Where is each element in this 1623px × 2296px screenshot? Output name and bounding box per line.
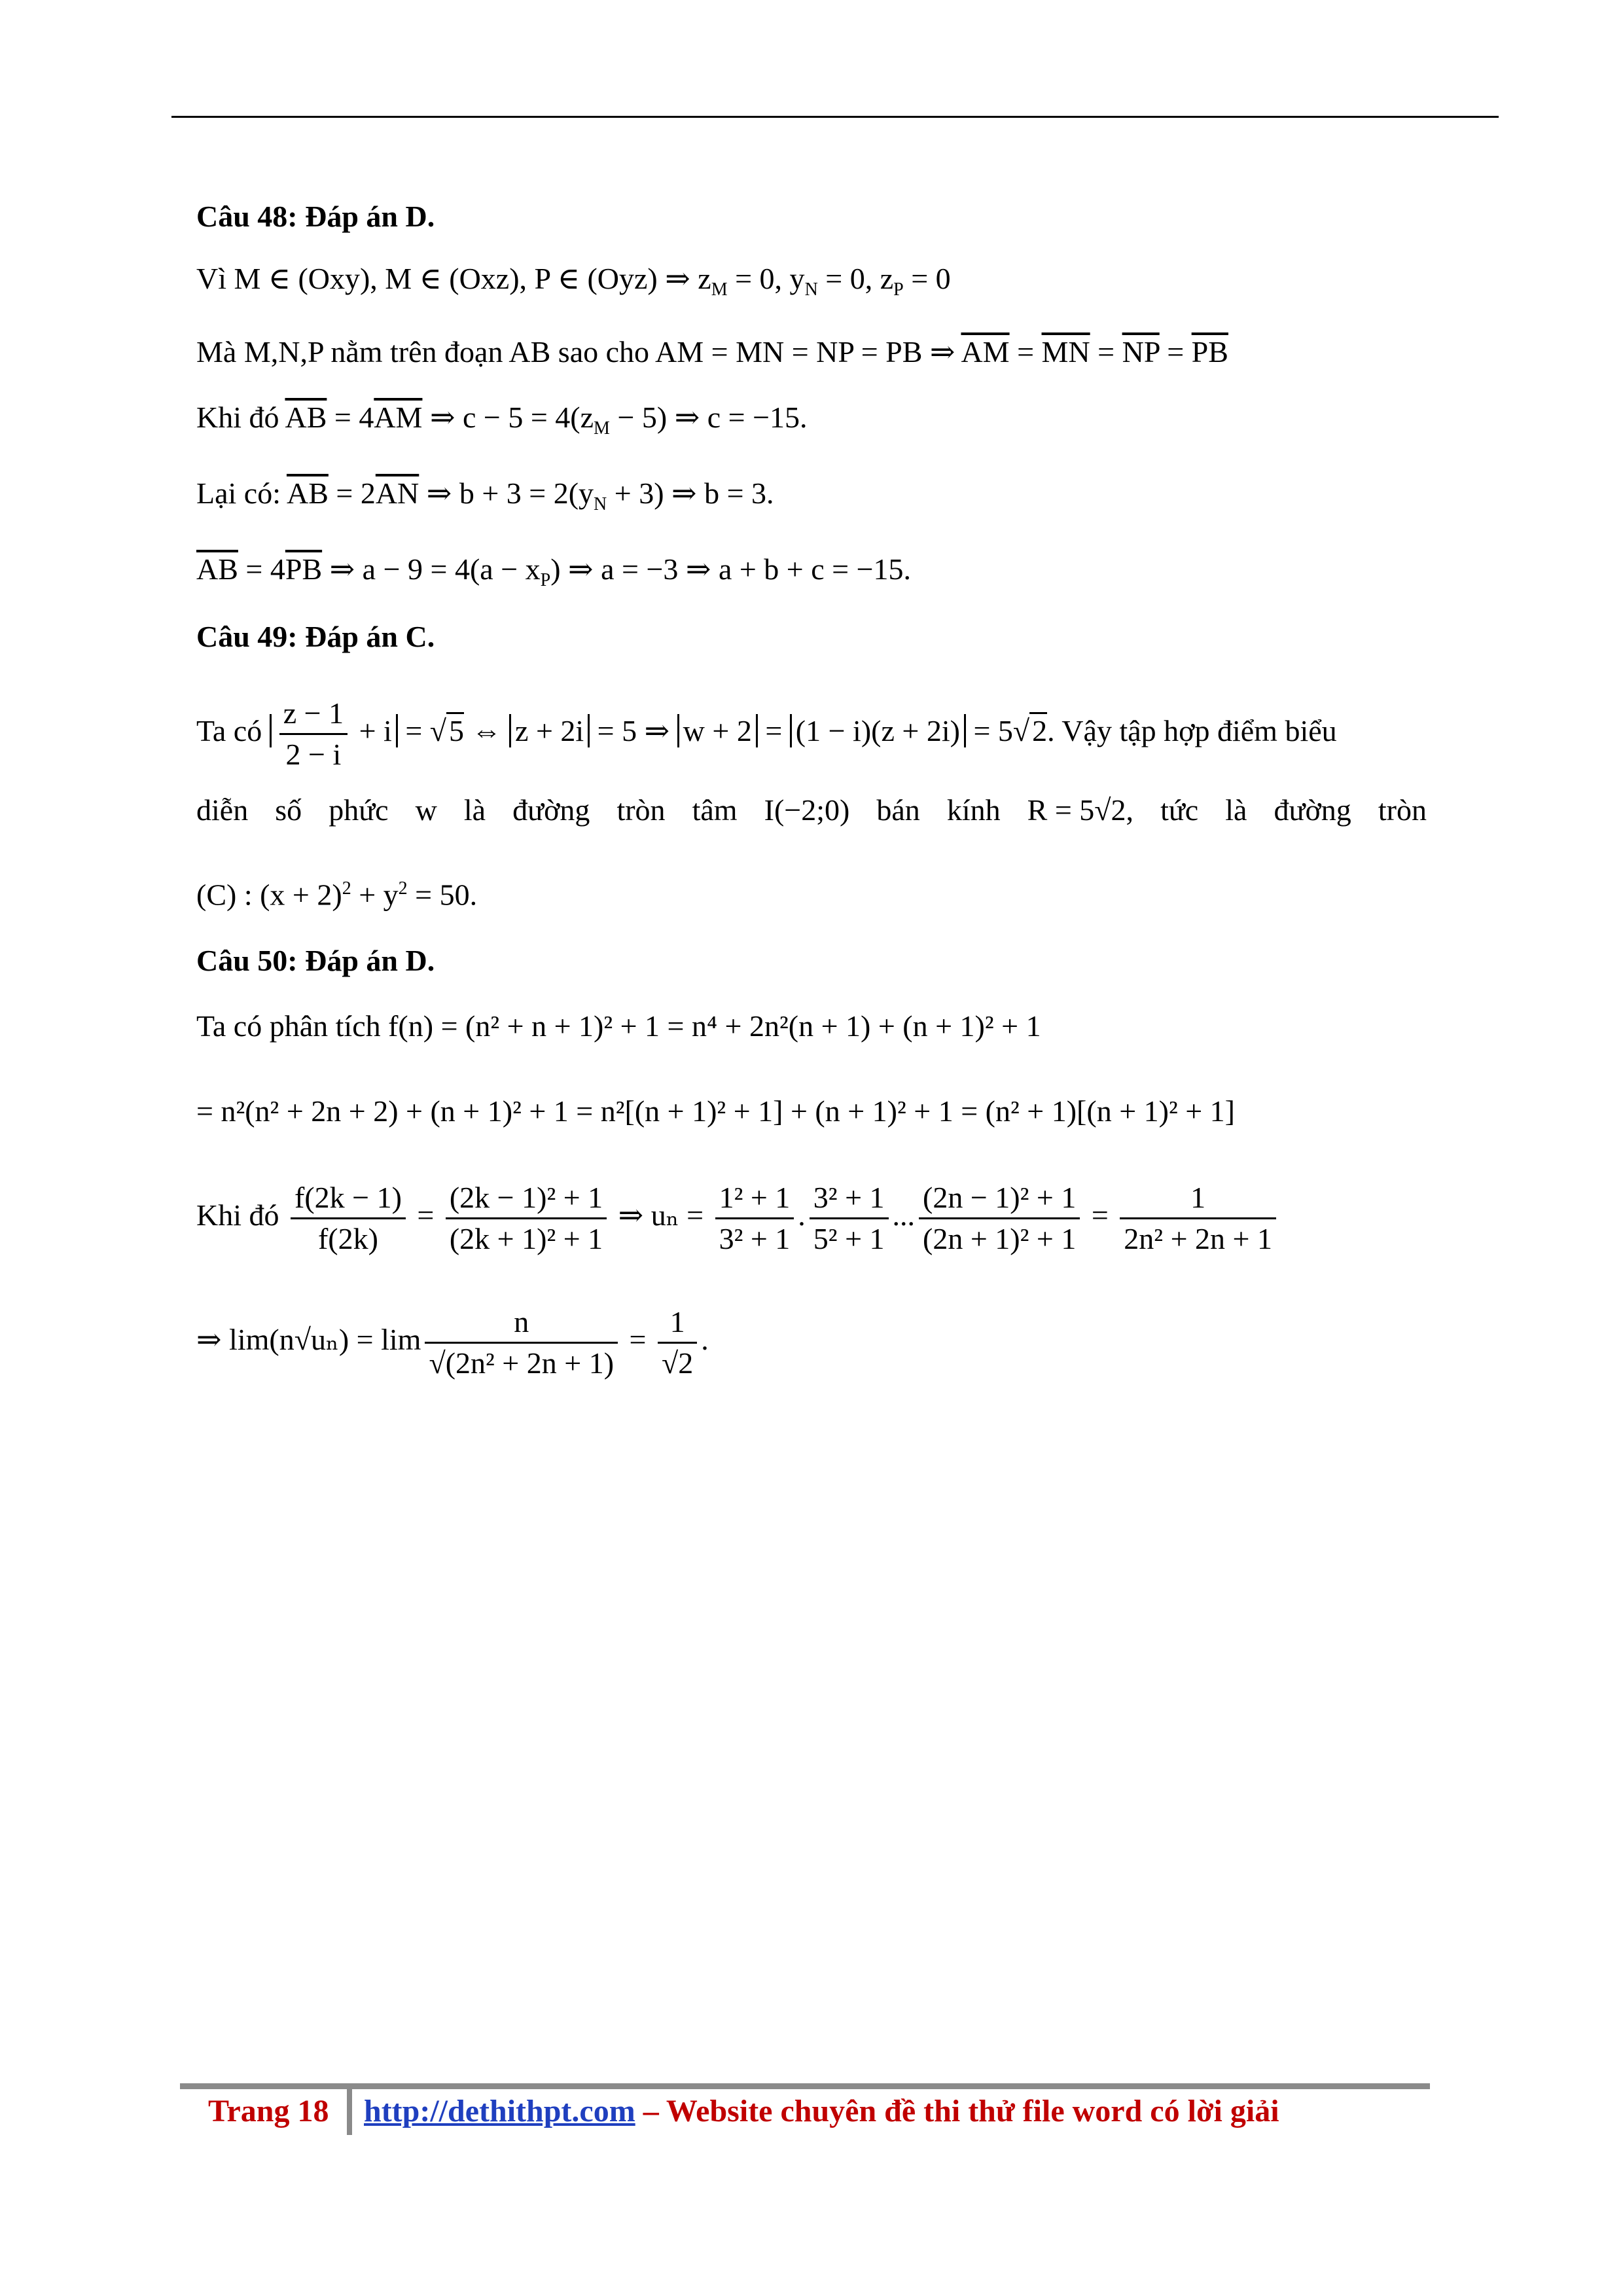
q49-l1-sqrt: 5: [446, 712, 464, 747]
q49-l3-sup2: 2: [398, 878, 408, 899]
q50-f8-num: 1: [669, 1305, 685, 1338]
q50-frac-1: [291, 1178, 406, 1259]
q49-word: I(−2;0): [764, 793, 850, 827]
vector-np: $\overline{NP}$: [1122, 335, 1160, 368]
q48-l3-mid: = 4: [327, 401, 374, 434]
footer-tagline-text: – Website chuyên đề thi thử file word có lời giải: [635, 2094, 1279, 2128]
q49-word: tức: [1160, 793, 1199, 827]
q49-l3-end: = 50.: [407, 878, 478, 912]
q48-line-4: [196, 475, 774, 523]
q50-heading: Câu 50: Đáp án D.: [196, 944, 435, 977]
q50-f1-den: f(2k): [291, 1217, 406, 1259]
q49-abs-2: w + 2: [677, 714, 758, 747]
q48-heading: Câu 48: Đáp án D.: [196, 200, 435, 233]
q48-l1-sub3: P: [893, 279, 904, 300]
q49-word: tròn: [1378, 793, 1427, 827]
q48-l1-sub1: M: [711, 279, 728, 300]
vector-ab-2: $\overline{AB}$: [286, 476, 329, 510]
vector-pb-2: $\overline{PB}$: [285, 552, 323, 586]
q49-abs-3: (1 − i)(z + 2i): [790, 714, 966, 747]
q48-l4-mid: = 2: [328, 476, 376, 510]
q50-line-2: = n²(n² + 2n + 2) + (n + 1)² + 1 = n²[(n + 1)² + 1] + (n + 1)² + 1 = (n² + 1)[(n + 1)² + 1]: [196, 1094, 1235, 1128]
q49-l1-mid: ⇔: [464, 714, 510, 748]
footer-link[interactable]: http://dethithpt.com: [364, 2094, 635, 2128]
q48-l5-post: ⇒ a − 9 = 4(a − x: [322, 552, 541, 586]
q49-word: diễn: [196, 793, 249, 827]
q49-line-2: [196, 792, 1427, 829]
q48-l5-sub: P: [540, 570, 551, 591]
q50-line-1: Ta có phân tích f(n) = (n² + n + 1)² + 1 = n⁴ + 2n²(n + 1) + (n + 1)² + 1: [196, 1009, 1041, 1043]
q50-f2-num: (2k − 1)² + 1: [449, 1181, 603, 1214]
q49-l1-pre: Ta có: [196, 714, 270, 748]
q50-frac-8: [658, 1302, 697, 1383]
vector-am: $\overline{AM}$: [961, 335, 1010, 368]
q48-l5-mid: = 4: [238, 552, 285, 586]
q48-l1-mid1: = 0, y: [727, 262, 805, 295]
q49-l3-mid: + y: [351, 878, 399, 912]
q49-abs-expression: [270, 696, 398, 771]
q49-l1-mid2: = 5 ⇒: [590, 714, 677, 748]
header-rule: [171, 116, 1499, 118]
q50-frac-5: [919, 1178, 1080, 1259]
q50-frac-6: [1120, 1178, 1276, 1259]
q50-f6-den: 2n² + 2n + 1: [1120, 1217, 1276, 1259]
q50-f3-num: 1² + 1: [719, 1181, 791, 1214]
q50-line-4: ⇒ lim(n√uₙ) = lim $\frac{n}{\text{√(2n² + 2n + 1)}}$ = $\frac{1}{√2}$ .: [196, 1302, 709, 1383]
q49-word: kính: [946, 793, 1001, 827]
q48-l3-sub: M: [594, 418, 610, 439]
q50-frac-7: [425, 1302, 618, 1383]
vector-ab: $\overline{AB}$: [285, 401, 327, 434]
q50-f2-den: (2k + 1)² + 1: [446, 1217, 607, 1259]
q48-line-3: [196, 399, 808, 447]
q50-f5-num: (2n − 1)² + 1: [923, 1181, 1077, 1214]
vector-pb: $\overline{PB}$: [1191, 335, 1228, 368]
q49-l1-eq: = √: [397, 714, 447, 748]
q49-abs-1: z + 2i: [509, 714, 590, 747]
q48-line-5: [196, 551, 911, 599]
page-number: Trang 18: [208, 2094, 329, 2128]
vector-am-2: $\overline{AM}$: [374, 401, 423, 434]
q49-word: phức: [329, 793, 389, 827]
q49-word: tròn: [616, 793, 666, 827]
q49-fraction: [279, 694, 348, 774]
q49-l1-i: + i: [351, 714, 392, 748]
footer-divider: [347, 2089, 352, 2135]
q50-f4-den: 5² + 1: [810, 1217, 889, 1259]
q49-word: R = 5√2,: [1027, 793, 1134, 827]
q49-l1-mid3: =: [757, 714, 790, 748]
q49-heading: Câu 49: Đáp án C.: [196, 620, 435, 653]
q50-f3-den: 3² + 1: [715, 1217, 794, 1259]
q49-line-3: [196, 870, 477, 913]
q48-l1-sub2: N: [804, 279, 818, 300]
vector-ab-3: $\overline{AB}$: [196, 552, 238, 586]
vector-an: $\overline{AN}$: [375, 476, 419, 510]
q48-l3-end: − 5) ⇒ c = −15.: [609, 401, 808, 434]
q48-l1-mid2: = 0, z: [817, 262, 894, 295]
q48-l4-post: ⇒ b + 3 = 2(y: [419, 476, 594, 510]
q50-l3-un: ⇒ uₙ =: [611, 1198, 711, 1232]
q48-l3-post: ⇒ c − 5 = 4(z: [422, 401, 594, 434]
q48-l4-sub: N: [594, 494, 607, 515]
q49-l3-sup: 2: [342, 878, 351, 899]
footer-tagline: [364, 2093, 1279, 2129]
q49-word: tâm: [692, 793, 738, 827]
q49-word: bán: [876, 793, 920, 827]
q50-l3-pre: Khi đó: [196, 1198, 287, 1232]
q49-word: đường: [512, 793, 590, 827]
q49-l1-sqrt2: 2: [1029, 712, 1047, 747]
vector-mn: $\overline{MN}$: [1041, 335, 1090, 368]
q49-word: là: [1225, 793, 1247, 827]
q48-line-2: Mà M,N,P nằm trên đoạn AB sao cho AM = MN = NP = PB ⇒ $\overline{AM} = \overline{MN} = \overline{NP} = \overline{PB}$: [196, 335, 1228, 368]
q50-f7-den: √(2n² + 2n + 1): [425, 1342, 618, 1383]
q50-f5-den: (2n + 1)² + 1: [919, 1217, 1080, 1259]
q50-f4-num: 3² + 1: [813, 1181, 885, 1214]
q49-word: là: [463, 793, 486, 827]
q49-word: đường: [1274, 793, 1351, 827]
q48-l1-end: = 0: [903, 262, 951, 295]
q48-l4-pre: Lại có:: [196, 476, 287, 510]
q49-line-1: [196, 694, 1337, 774]
q49-frac-den: 2 − i: [279, 733, 348, 774]
q50-l4-pre: ⇒ lim(n√uₙ) = lim: [196, 1323, 421, 1357]
q48-l2-text: Mà M,N,P nằm trên đoạn AB sao cho AM = MN = NP = PB ⇒: [196, 335, 961, 368]
q50-frac-2: [446, 1178, 607, 1259]
q50-f1-num: f(2k − 1): [294, 1181, 402, 1214]
q48-l3-pre: Khi đó: [196, 401, 285, 434]
q50-f8-den: √2: [658, 1342, 697, 1383]
footer-rule: [180, 2083, 1430, 2089]
q50-f6-num: 1: [1190, 1181, 1206, 1214]
q50-frac-3: [715, 1178, 794, 1259]
q48-l5-end: ) ⇒ a = −3 ⇒ a + b + c = −15.: [550, 552, 912, 586]
q49-word: số: [275, 793, 302, 827]
q48-line-1: [196, 260, 951, 308]
q49-word: w: [415, 793, 437, 827]
q48-l4-end: + 3) ⇒ b = 3.: [607, 476, 774, 510]
q49-l3-pre: (C) : (x + 2): [196, 878, 342, 912]
q49-l1-end: . Vậy tập hợp điểm biểu: [1047, 714, 1337, 748]
q50-line-3: Khi đó $\frac{f(2k - 1)}{f(2k)}$ = $\frac{\text{(2k − 1)² + 1}}{\text{(2k + 1)² + 1}}$ ⇒ uₙ = $\frac{\text{1² + 1}}{\text{3² + 1}}$ . $\frac{\text{3² + 1}}{\text{5² + 1}}$ ... $\frac{\text{(2n − 1)² + 1}}{\text{(2n + 1)² + 1}}$ = $\frac{1}{\text{2n² + 2n + 1}}$: [196, 1178, 1280, 1259]
q49-frac-num: z − 1: [283, 696, 344, 730]
q50-frac-4: [810, 1178, 889, 1259]
q48-l1-text: Vì M ∈ (Oxy), M ∈ (Oxz), P ∈ (Oyz) ⇒ z: [196, 262, 711, 295]
q49-l1-mid4: = 5√: [965, 714, 1030, 748]
q50-f7-num: n: [514, 1305, 529, 1338]
